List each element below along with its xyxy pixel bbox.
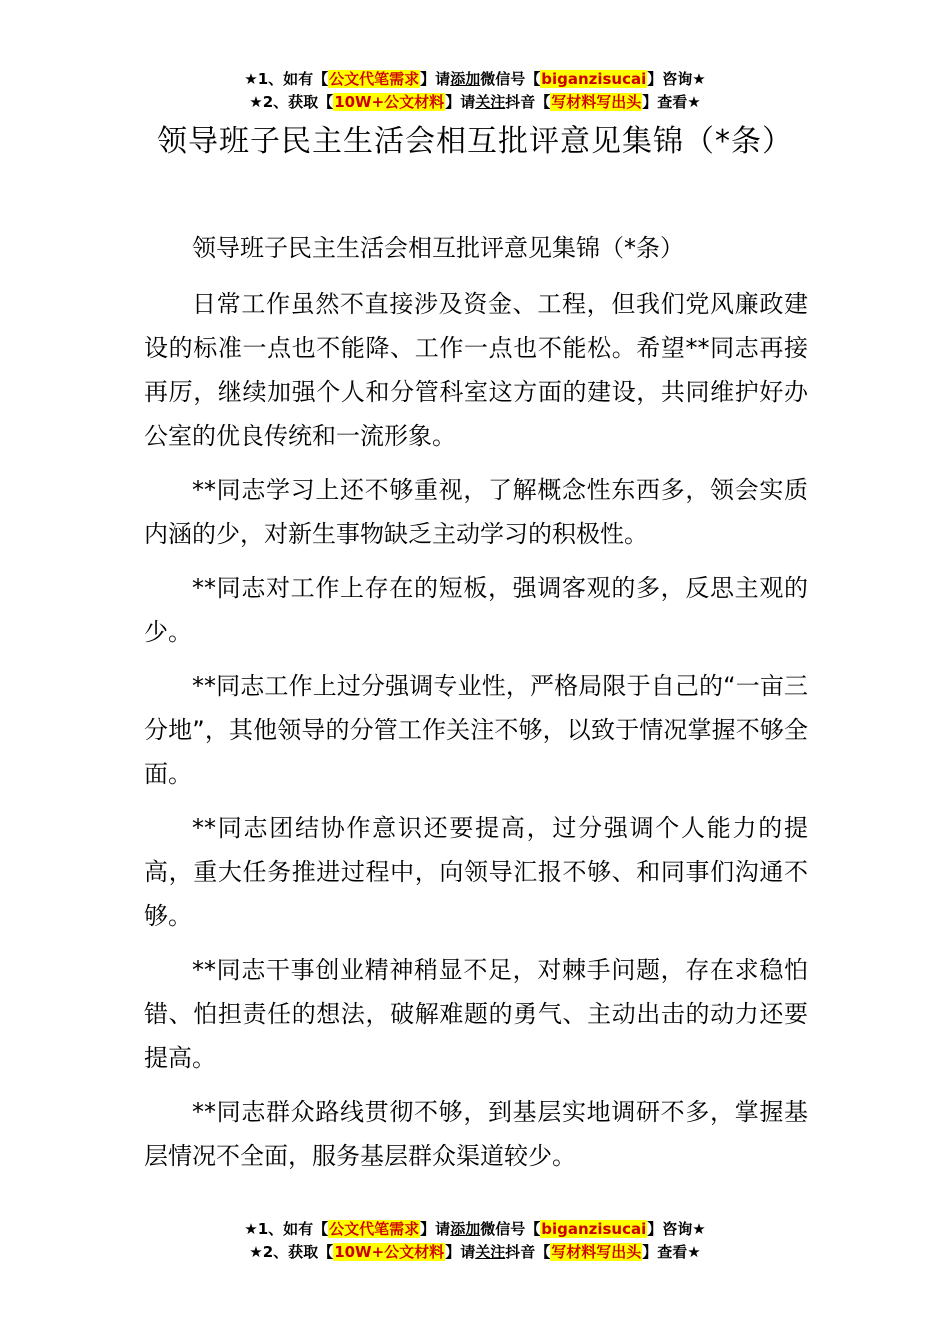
body-paragraph: **同志学习上还不够重视，了解概念性东西多，领会实质内涵的少，对新生事物缺乏主动学习的积极性。 xyxy=(144,476,808,548)
banner-text: ★2、获取【 xyxy=(249,93,334,111)
banner-douyin-id: 写材料写出头 xyxy=(551,93,642,111)
banner-text: 微信号【 xyxy=(480,70,541,88)
document-subtitle: 领导班子民主生活会相互批评意见集锦（*条） xyxy=(192,234,684,262)
banner-line-2 xyxy=(0,91,950,114)
banner-underlined: 关注 xyxy=(475,1243,506,1261)
banner-text: ★1、如有【 xyxy=(244,70,329,88)
banner-line-1 xyxy=(0,68,950,91)
body-paragraph: **同志团结协作意识还要提高，过分强调个人能力的提高，重大任务推进过程中，向领导汇报不够、和同事们沟通不够。 xyxy=(144,814,808,930)
banner-text: 】请 xyxy=(420,1220,451,1238)
banner-text: ★2、获取【 xyxy=(249,1243,334,1261)
banner-text: 抖音【 xyxy=(505,1243,551,1261)
banner-wechat-id: biganzisucai xyxy=(541,1220,647,1238)
banner-text: 】咨询★ xyxy=(647,70,706,88)
banner-underlined: 添加 xyxy=(450,70,481,88)
banner-highlight: 公文代笔需求 xyxy=(329,1220,420,1238)
body-paragraph: **同志对工作上存在的短板，强调客观的多，反思主观的少。 xyxy=(144,574,808,646)
banner-text: 】请 xyxy=(445,93,476,111)
body-paragraph: **同志工作上过分强调专业性，严格局限于自己的“一亩三分地”，其他领导的分管工作关注不够，以致于情况掌握不够全面。 xyxy=(144,672,808,788)
banner-text: 】查看★ xyxy=(642,1243,701,1261)
footer-banner xyxy=(0,1218,950,1264)
banner-line-1 xyxy=(0,1218,950,1241)
banner-text: ★1、如有【 xyxy=(244,1220,329,1238)
body-paragraph: **同志干事创业精神稍显不足，对棘手问题，存在求稳怕错、怕担责任的想法，破解难题的勇气、主动出击的动力还要提高。 xyxy=(144,956,808,1072)
banner-highlight: 10W+公文材料 xyxy=(334,93,445,111)
banner-text: 】查看★ xyxy=(642,93,701,111)
header-banner xyxy=(0,68,950,114)
banner-highlight: 10W+公文材料 xyxy=(334,1243,445,1261)
document-body xyxy=(144,226,808,1188)
banner-text: 】请 xyxy=(445,1243,476,1261)
body-paragraph: 日常工作虽然不直接涉及资金、工程，但我们党风廉政建设的标准一点也不能降、工作一点也不能松。希望**同志再接再厉，继续加强个人和分管科室这方面的建设，共同维护好办公室的优良传统和一流形象。 xyxy=(144,290,808,450)
banner-text: 】请 xyxy=(420,70,451,88)
body-paragraph: **同志群众路线贯彻不够，到基层实地调研不多，掌握基层情况不全面，服务基层群众渠道较少。 xyxy=(144,1098,808,1170)
document-title: 领导班子民主生活会相互批评意见集锦（*条） xyxy=(157,124,793,159)
banner-douyin-id: 写材料写出头 xyxy=(551,1243,642,1261)
banner-underlined: 关注 xyxy=(475,93,506,111)
banner-text: 】咨询★ xyxy=(647,1220,706,1238)
banner-text: 抖音【 xyxy=(505,93,551,111)
banner-highlight: 公文代笔需求 xyxy=(329,70,420,88)
banner-underlined: 添加 xyxy=(450,1220,481,1238)
banner-text: 微信号【 xyxy=(480,1220,541,1238)
banner-wechat-id: biganzisucai xyxy=(541,70,647,88)
banner-line-2 xyxy=(0,1241,950,1264)
